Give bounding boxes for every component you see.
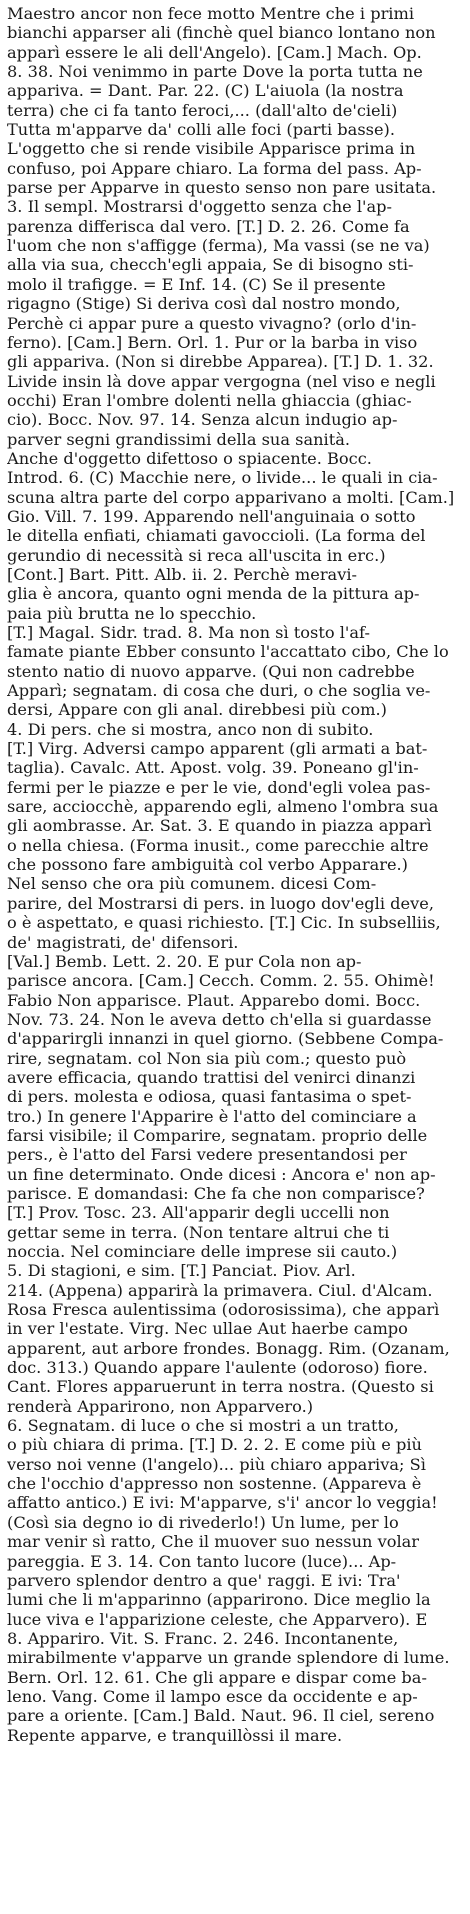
text-line: molo il trafigge. = E Inf. 14. (C) Se il presente: [7, 274, 386, 294]
text-line: affatto antico.) E ivi: M'apparve, s'i' ancor lo veggia!: [7, 1493, 438, 1513]
text-line: Livide insin là dove appar vergogna (nel viso e negli: [7, 371, 436, 391]
text-line: mar venir sì ratto, Che il muover suo nessun volar: [7, 1532, 420, 1552]
text-line: Apparì; segnatam. di cosa che duri, o che soglia ve-: [7, 681, 431, 701]
text-line: de' magistrati, de' difensori.: [7, 932, 239, 952]
text-line: gli appariva. (Non si direbbe Apparea). [T.] D. 1. 32.: [7, 352, 434, 372]
text-line: [T.] Prov. Tosc. 23. All'apparir degli uccelli non: [7, 1203, 390, 1223]
text-line: 4. Di pers. che si mostra, anco non di subito.: [7, 719, 374, 739]
text-line: [T.] Magal. Sidr. trad. 8. Ma non sì tosto l'af-: [7, 623, 370, 642]
text-line: ferno). [Cam.] Bern. Orl. 1. Pur or la barba in viso: [7, 332, 418, 352]
text-line: famate piante Ebber consunto l'accattato cibo, Che lo: [7, 642, 449, 662]
text-line: Rosa Fresca aulentissima (odorosissima), che apparì: [7, 1300, 440, 1320]
text-line: L'oggetto che si rende visibile Apparisce prima in: [7, 139, 416, 159]
text-line: taglia). Cavalc. Att. Apost. volg. 39. Poneano gl'in-: [7, 758, 419, 778]
text-line: confuso, poi Appare chiaro. La forma del pass. Ap-: [7, 158, 422, 178]
text-line: 6. Segnatam. di luce o che si mostri a un tratto,: [7, 1416, 399, 1436]
text-line: che possono fare ambiguità col verbo Apparare.): [7, 855, 408, 875]
text-line: o più chiara di prima. [T.] D. 2. 2. E come più e più: [7, 1435, 422, 1455]
text-line: parisce. E domandasi: Che fa che non comparisce?: [7, 1183, 425, 1203]
text-line: glia è ancora, quanto ogni menda de la pittura ap-: [7, 584, 420, 604]
text-line: apparì essere le ali dell'Angelo). [Cam.] Mach. Op.: [7, 42, 422, 62]
text-line: 8. 38. Noi venimmo in parte Dove la porta tutta ne: [7, 62, 423, 82]
text-line: occhi) Eran l'ombre dolenti nella ghiaccia (ghiac-: [7, 390, 412, 410]
text-line: luce viva e l'apparizione celeste, che Apparvero). E: [7, 1609, 428, 1629]
text-line: lumi che li m'apparinno (apparirono. Dice meglio la: [7, 1590, 431, 1610]
text-line: Nel senso che ora più comunem. dicesi Com-: [7, 874, 377, 894]
text-line: bianchi apparser ali (finchè quel bianco lontano non: [7, 23, 436, 43]
text-line: sare, acciocchè, apparendo egli, almeno l'ombra sua: [7, 797, 439, 817]
text-line: 8. Appariro. Vit. S. Franc. 2. 246. Incontanente,: [7, 1628, 399, 1648]
text-line: Cant. Flores apparuerunt in terra nostra. (Questo si: [7, 1377, 434, 1397]
text-line: mirabilmente v'apparve un grande splendore di lume.: [7, 1648, 450, 1668]
text-line: Nov. 73. 24. Non le aveva detto ch'ella si guardasse: [7, 1009, 432, 1029]
text-line: stento natio di nuovo apparve. (Qui non cadrebbe: [7, 661, 415, 681]
text-line: parver segni grandissimi della sua sanità.: [7, 429, 351, 449]
text-line: renderà Apparirono, non Apparvero.): [7, 1396, 314, 1416]
text-line: pare a oriente. [Cam.] Bald. Naut. 96. Il ciel, sereno: [7, 1706, 435, 1726]
text-line: fermi per le piazze e per le vie, dond'egli volea pas-: [7, 777, 431, 797]
text-line: parenza differisca dal vero. [T.] D. 2. 26. Come fa: [7, 216, 410, 236]
text-line: 5. Di stagioni, e sim. [T.] Panciat. Piov. Arl.: [7, 1261, 356, 1281]
text-line: Fabio Non apparisce. Plaut. Apparebo domi. Bocc.: [7, 990, 421, 1010]
text-line: tro.) In genere l'Apparire è l'atto del cominciare a: [7, 1106, 417, 1126]
text-line: le ditella enfiati, chiamati gavoccioli. (La forma del: [7, 526, 426, 546]
text-line: Maestro ancor non fece motto Mentre che i primi: [7, 4, 415, 23]
text-line: alla via sua, checch'egli appaia, Se di bisogno sti-: [7, 255, 414, 275]
text-line: appariva. = Dant. Par. 22. (C) L'aiuola (la nostra: [7, 81, 404, 101]
text-line: cio). Bocc. Nov. 97. 14. Senza alcun indugio ap-: [7, 410, 398, 430]
text-line: paia più brutta ne lo specchio.: [7, 603, 257, 623]
text-line: scuna altra parte del corpo apparivano a molti. [Cam.]: [7, 487, 455, 507]
text-line: parse per Apparve in questo senso non pare usitata.: [7, 178, 437, 198]
text-line: rigagno (Stige) Si deriva così dal nostro mondo,: [7, 294, 401, 314]
text-line: [T.] Virg. Adversi campo apparent (gli armati a bat-: [7, 739, 428, 759]
text-line: o nella chiesa. (Forma inusit., come parecchie altre: [7, 835, 429, 855]
text-line: parisce ancora. [Cam.] Cecch. Comm. 2. 55. Ohimè!: [7, 971, 435, 991]
text-line: apparent, aut arbore frondes. Bonagg. Rim. (Ozanam,: [7, 1338, 450, 1358]
text-line: di pers. molesta e odiosa, quasi fantasima o spet-: [7, 1087, 412, 1107]
text-line: o è aspettato, e quasi richiesto. [T.] Cic. In subselliis,: [7, 913, 441, 933]
text-line: un fine determinato. Onde dicesi : Ancora e' non ap-: [7, 1164, 436, 1184]
text-line: pers., è l'atto del Farsi vedere presentandosi per: [7, 1145, 407, 1165]
text-line: (Così sia degno io di rivederlo!) Un lume, per lo: [7, 1512, 399, 1532]
text-line: gli aombrasse. Ar. Sat. 3. E quando in piazza apparì: [7, 816, 432, 836]
text-line: noccia. Nel cominciare delle imprese sii cauto.): [7, 1242, 398, 1261]
text-line: l'uom che non s'affigge (ferma), Ma vassi (se ne va): [7, 236, 430, 256]
text-line: dersi, Appare con gli anal. direbbesi più com.): [7, 700, 387, 720]
text-line: d'apparirgli innanzi in quel giorno. (Sebbene Compa-: [7, 1029, 444, 1049]
text-line: in ver l'estate. Virg. Nec ullae Aut haerbe campo: [7, 1319, 408, 1339]
text-line: Anche d'oggetto difettoso o spiacente. Bocc.: [7, 448, 372, 468]
text-line: parire, del Mostrarsi di pers. in luogo dov'egli deve,: [7, 893, 434, 913]
text-line: 214. (Appena) apparirà la primavera. Ciul. d'Alcam.: [7, 1280, 433, 1300]
text-line: che l'occhio d'appresso non sostenne. (Appareva è: [7, 1474, 422, 1494]
text-line: doc. 313.) Quando appare l'aulente (odoroso) fiore.: [7, 1358, 428, 1378]
text-line: pareggia. E 3. 14. Con tanto lucore (luce)... Ap-: [7, 1551, 397, 1571]
text-line: farsi visibile; il Comparire, segnatam. proprio delle: [7, 1125, 428, 1145]
text-line: rire, segnatam. col Non sia più com.; questo può: [7, 1048, 407, 1068]
text-line: verso noi venne (l'angelo)... più chiaro appariva; Sì: [7, 1454, 426, 1474]
text-line: gettar seme in terra. (Non tentare altrui che ti: [7, 1222, 390, 1242]
text-line: [Cont.] Bart. Pitt. Alb. ii. 2. Perchè meravi-: [7, 564, 357, 584]
text-line: Introd. 6. (C) Macchie nere, o livide... le quali in cia-: [7, 468, 438, 488]
text-line: Repente apparve, e tranquillòssi il mare.: [7, 1725, 343, 1745]
text-line: [Val.] Bemb. Lett. 2. 20. E pur Cola non ap-: [7, 951, 362, 971]
text-line: Perchè ci appar pure a questo vivagno? (orlo d'in-: [7, 313, 417, 333]
text-line: gerundio di necessità si reca all'uscita in erc.): [7, 545, 386, 565]
text-line: terra) che ci fa tanto feroci,... (dall'alto de'cieli): [7, 100, 398, 120]
text-line: parvero splendor dentro a que' raggi. E ivi: Tra': [7, 1570, 401, 1590]
text-line: Gio. Vill. 7. 199. Apparendo nell'anguinaia o sotto: [7, 506, 416, 526]
text-line: 3. Il sempl. Mostrarsi d'oggetto senza che l'ap-: [7, 197, 392, 217]
text-line: Tutta m'apparve da' colli alle foci (parti basse).: [7, 120, 395, 140]
text-line: avere efficacia, quando trattisi del venirci dinanzi: [7, 1067, 416, 1087]
text-line: leno. Vang. Come il lampo esce da occidente e ap-: [7, 1686, 418, 1706]
text-line: Bern. Orl. 12. 61. Che gli appare e dispar come ba-: [7, 1667, 427, 1687]
